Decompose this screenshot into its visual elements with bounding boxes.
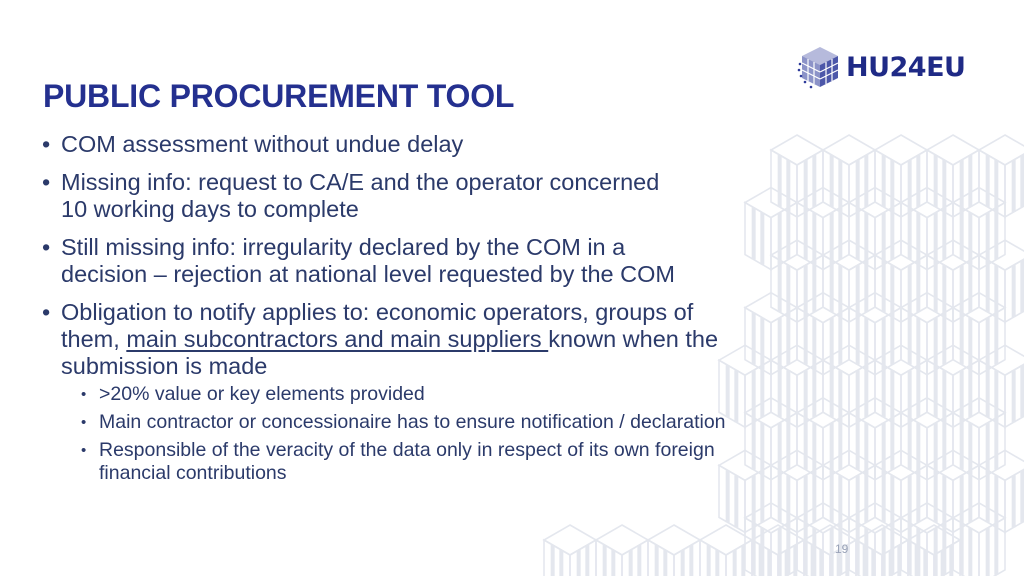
bullet-text: Obligation to notify applies to: economic operators, groups of them,	[61, 299, 694, 352]
logo-text: HU24EU	[846, 51, 966, 83]
sub-bullet-list	[61, 383, 740, 485]
bullet-marker: •	[42, 299, 51, 325]
bullet-text: COM assessment without undue delay	[61, 131, 464, 157]
bullet-item	[40, 131, 740, 158]
bullet-item	[40, 234, 740, 288]
sub-bullet-text: Main contractor or concessionaire has to ensure notification / declaration	[99, 411, 726, 433]
bullet-text-line-2: decision – rejection at national level requested by the COM	[61, 261, 675, 287]
pattern-cube	[544, 525, 596, 576]
page-number: 19	[835, 542, 849, 556]
underlined-text: main subcontractors and main suppliers	[126, 326, 549, 352]
sub-bullet-text: Responsible of the veracity of the data only in respect of its own foreign financial contributions	[99, 439, 715, 484]
slide-title: PUBLIC PROCUREMENT TOOL	[43, 78, 515, 114]
pattern-cube	[596, 525, 648, 576]
bullet-list	[40, 131, 740, 496]
sub-bullet-item	[61, 411, 740, 434]
sub-bullet-item	[61, 383, 740, 406]
sub-bullet-marker: •	[81, 414, 87, 431]
sub-bullet-item	[61, 439, 740, 485]
bullet-text-line-2: 10 working days to complete	[61, 196, 359, 222]
sub-bullet-marker: •	[81, 442, 87, 459]
bullet-text-end: known when the submission is made	[61, 326, 719, 379]
sub-bullet-text: >20% value or key elements provided	[99, 383, 425, 405]
bullet-marker: •	[42, 169, 51, 195]
bullet-marker: •	[42, 234, 51, 260]
hu24eu-logo	[797, 44, 965, 90]
cube-logo-icon	[797, 44, 843, 90]
bullet-text-line-1: Still missing info: irregularity declared by the COM in a	[61, 234, 626, 260]
pattern-cube	[648, 525, 700, 576]
bullet-text-line-1: Missing info: request to CA/E and the operator concerned	[61, 169, 660, 195]
bullet-marker: •	[42, 131, 51, 157]
sub-bullet-marker: •	[81, 386, 87, 403]
bullet-item	[40, 169, 740, 223]
bullet-item	[40, 299, 740, 485]
